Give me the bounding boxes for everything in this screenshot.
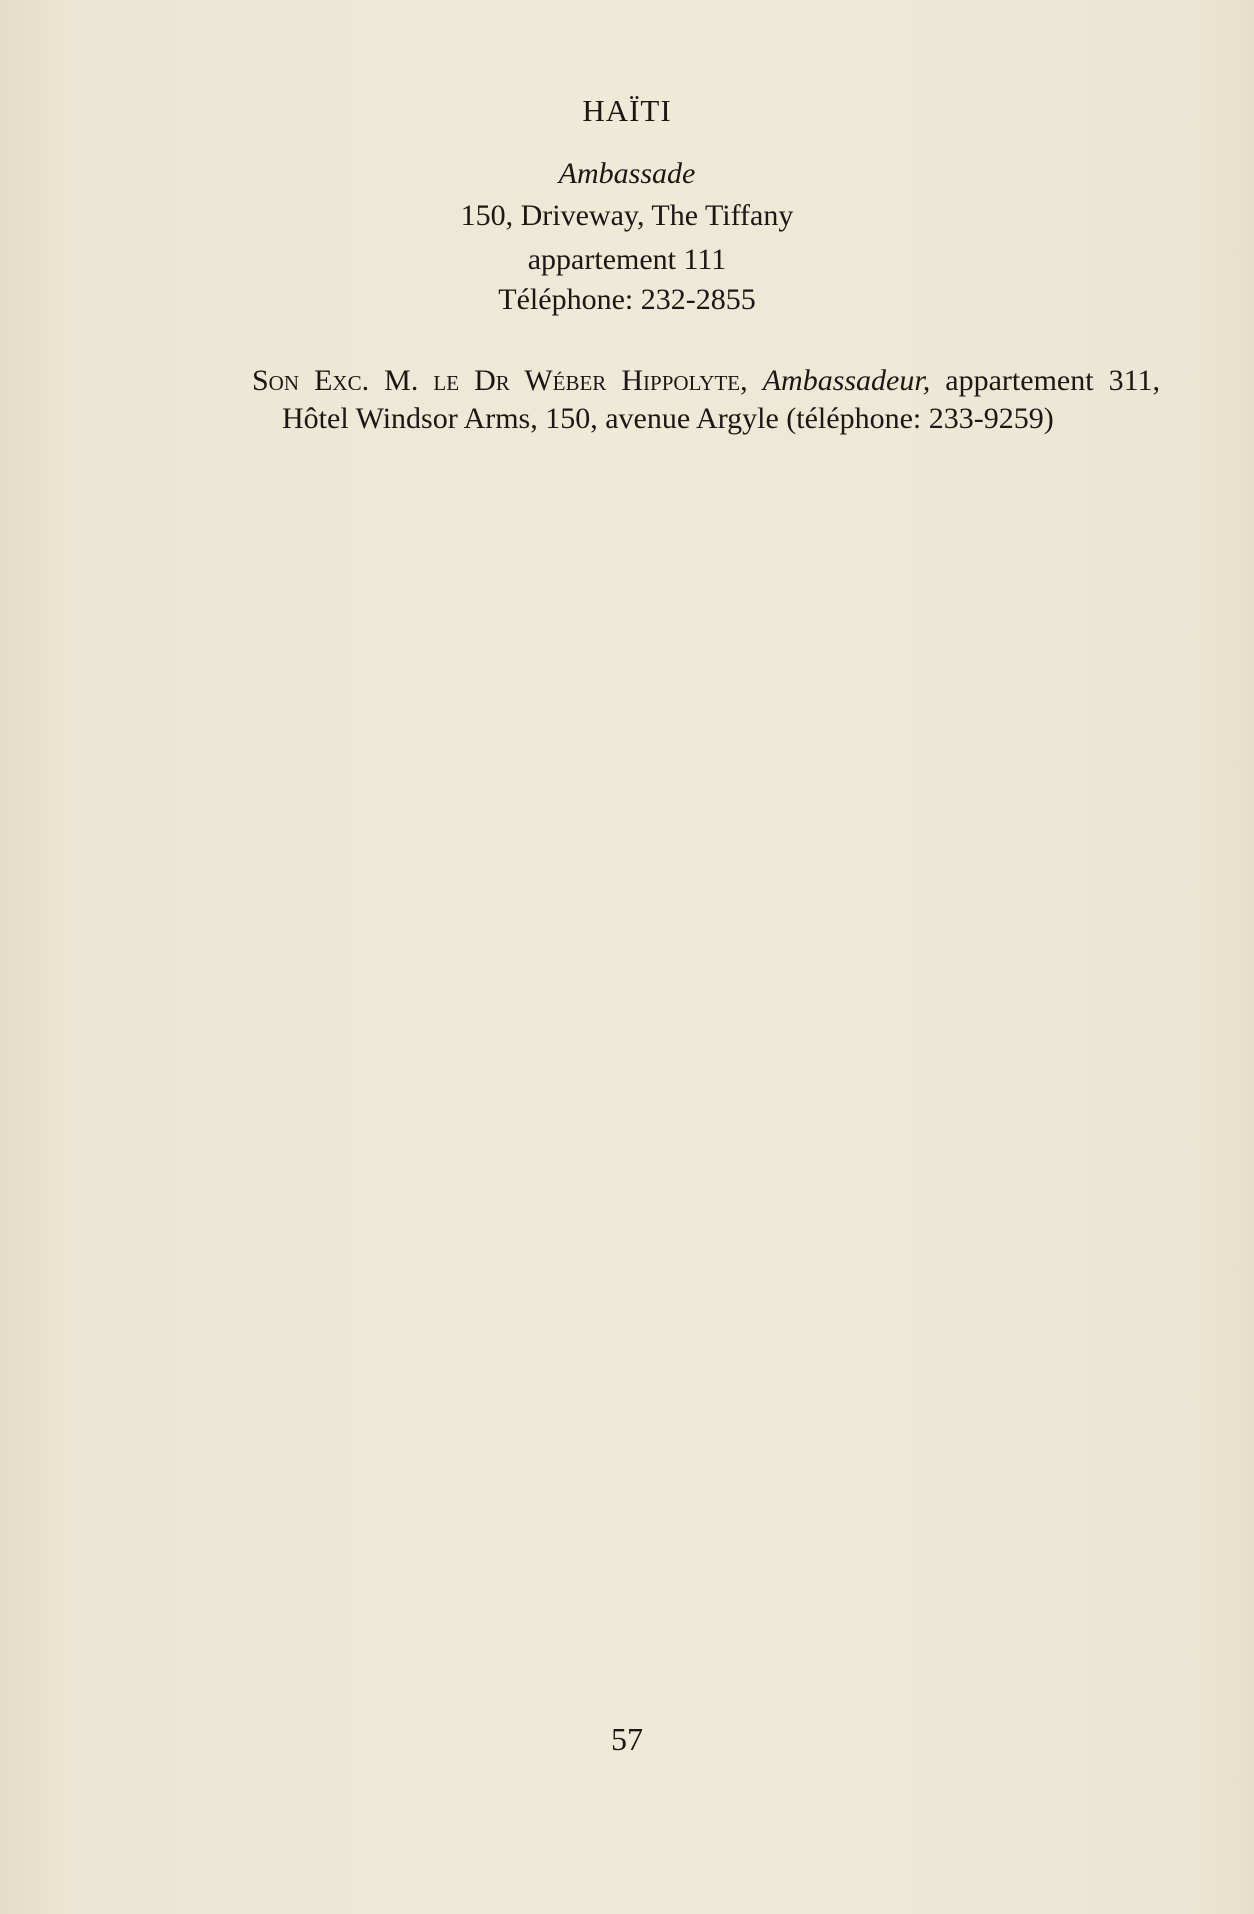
- country-heading: HAÏTI: [582, 93, 672, 128]
- staff-name: Son Exc. M. le Dr Wéber Hippolyte,: [252, 364, 748, 397]
- staff-role: Ambassadeur,: [762, 364, 931, 397]
- staff-entry: [252, 362, 1160, 438]
- address-line-2: appartement 111: [527, 243, 727, 276]
- phone-line: Téléphone: 232-2855: [498, 283, 756, 316]
- page-number: 57: [611, 1721, 643, 1757]
- address-line-1: 150, Driveway, The Tiffany: [460, 199, 794, 232]
- mission-type: Ambassade: [558, 157, 696, 190]
- staff-details: appartement 311, Hôtel Windsor Arms, 150, avenue Argyle (téléphone: 233-9259): [282, 364, 1161, 435]
